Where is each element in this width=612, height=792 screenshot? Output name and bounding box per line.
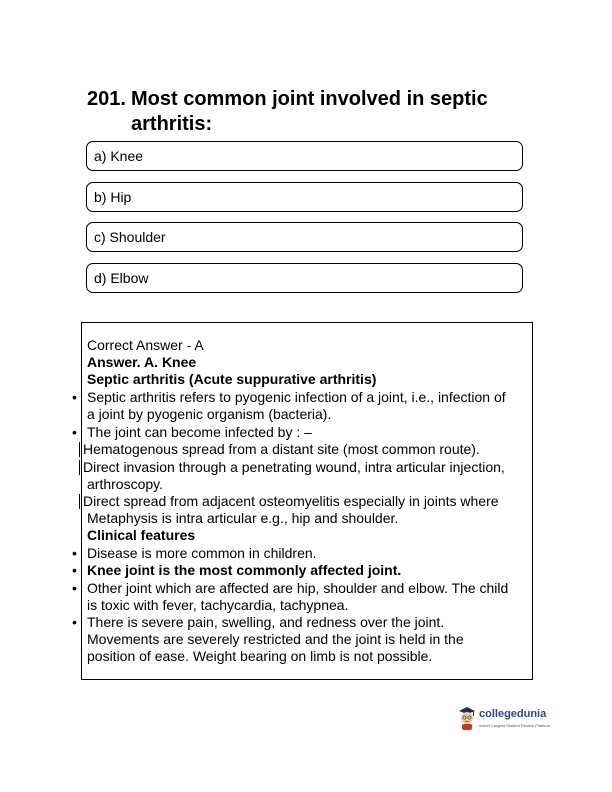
option-d[interactable]: d) Elbow [86,263,523,293]
bullet-text-cont: is toxic with fever, tachycardia, tachypnea. [87,597,349,613]
bullet-text: There is severe pain, swelling, and redness over the joint. [87,614,445,630]
sub-item: Direct spread from adjacent osteomyelitis especially in joints where [83,493,499,509]
bullet-icon: • [72,424,77,440]
answer-heading: Answer. A. Knee [87,354,197,370]
sub-marker [79,494,80,509]
bullet-text: Disease is more common in children. [87,545,317,561]
bullet-text: Knee joint is the most commonly affected joint. [87,562,402,578]
question-number: 201. [87,88,126,110]
bullet-icon: • [72,580,77,596]
collegedunia-logo [457,705,567,735]
sub-item-cont: arthroscopy. [87,476,163,492]
clinical-heading: Clinical features [87,527,196,543]
bullet-icon: • [72,614,77,630]
option-a[interactable]: a) Knee [86,141,523,171]
bullet-icon: • [72,389,77,405]
logo-tagline: India's Largest Student Review Platform [479,723,551,728]
mascot-icon [457,705,477,731]
question-line-2: arthritis: [131,113,213,135]
question-text [131,87,531,137]
bullet-icon: • [72,562,77,578]
question-line-1: Most common joint involved in septic [131,88,488,110]
correct-answer: Correct Answer - A [87,337,204,353]
bullet-text: The joint can become infected by : – [87,424,312,440]
bullet-text-cont: Movements are severely restricted and the joint is held in the [87,631,464,647]
bullet-text-cont: a joint by pyogenic organism (bacteria). [87,406,332,422]
sub-marker [79,460,80,475]
sub-item-cont: Metaphysis is intra articular e.g., hip and shoulder. [87,510,399,526]
bullet-text-cont: position of ease. Weight bearing on limb is not possible. [87,648,433,664]
bullet-text: Other joint which are affected are hip, shoulder and elbow. The child [87,580,509,596]
option-c[interactable]: c) Shoulder [86,222,523,252]
sub-item: Direct invasion through a penetrating wound, intra articular injection, [83,459,505,475]
answer-subheading: Septic arthritis (Acute suppurative arthritis) [87,371,377,387]
bullet-icon: • [72,545,77,561]
bullet-text: Septic arthritis refers to pyogenic infection of a joint, i.e., infection of [87,389,506,405]
logo-name: collegedunia [479,708,547,720]
option-b[interactable]: b) Hip [86,182,523,212]
sub-marker [79,442,80,457]
sub-item: Hematogenous spread from a distant site (most common route). [83,441,480,457]
